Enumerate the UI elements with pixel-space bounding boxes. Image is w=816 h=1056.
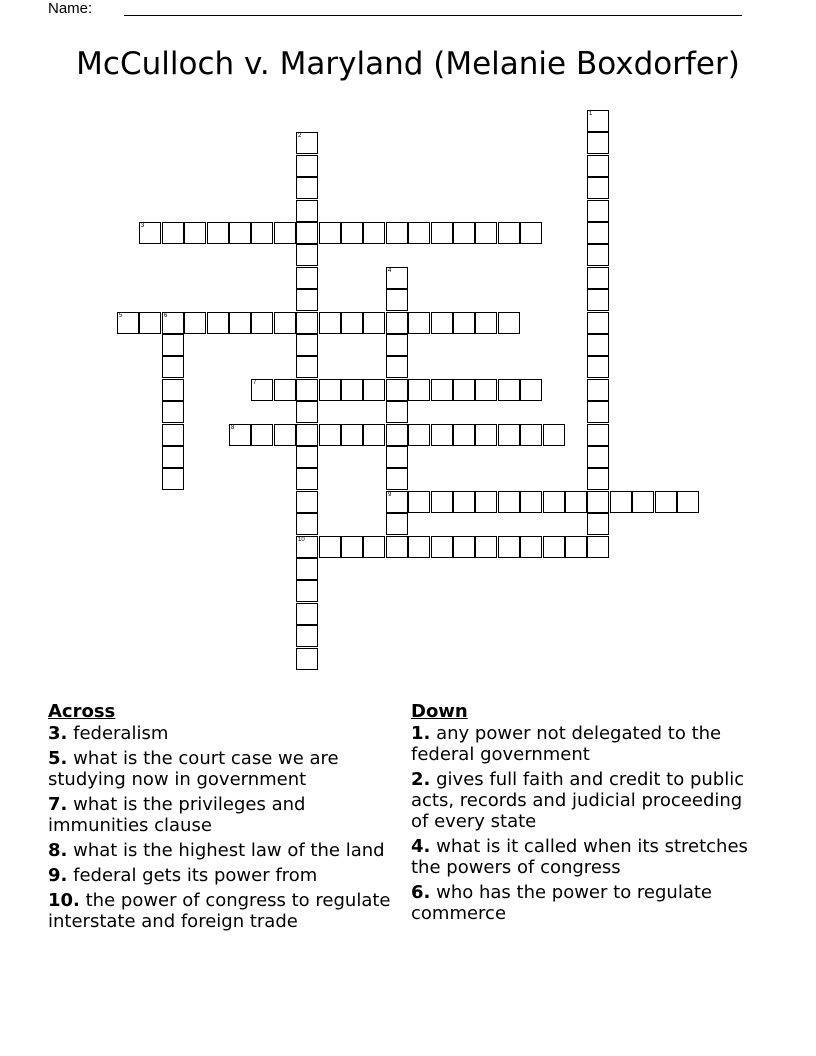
grid-cell[interactable] [587, 110, 609, 132]
grid-cell[interactable] [296, 513, 318, 535]
grid-cell[interactable] [386, 446, 408, 468]
grid-cell[interactable] [587, 200, 609, 222]
grid-cell[interactable] [296, 155, 318, 177]
clue-text: any power not delegated to the federal government [411, 723, 722, 765]
grid-cell[interactable] [520, 424, 542, 446]
grid-cell[interactable] [162, 379, 184, 401]
clue-across-10 [48, 890, 398, 932]
grid-cell[interactable] [296, 536, 318, 558]
grid-cell[interactable] [453, 491, 475, 513]
grid-cell[interactable] [386, 424, 408, 446]
grid-cell[interactable] [498, 222, 520, 244]
grid-cell[interactable] [162, 424, 184, 446]
grid-cell[interactable] [587, 222, 609, 244]
clue-number: 5. [48, 748, 68, 769]
grid-cell[interactable] [296, 177, 318, 199]
clue-text: who has the power to regulate commerce [411, 882, 712, 924]
grid-cell[interactable] [386, 468, 408, 490]
page-title: McCulloch v. Maryland (Melanie Boxdorfer) [76, 46, 740, 82]
clue-text: what is the highest law of the land [73, 840, 385, 861]
grid-cell[interactable] [431, 491, 453, 513]
grid-cell[interactable] [296, 267, 318, 289]
clue-text: what is the court case we are studying now in government [48, 748, 339, 790]
grid-cell[interactable] [431, 536, 453, 558]
grid-cell[interactable] [475, 379, 497, 401]
name-label: Name: [48, 0, 93, 17]
cell-number: 3 [141, 223, 145, 229]
grid-cell[interactable] [162, 312, 184, 334]
clue-number: 6. [411, 882, 431, 903]
grid-cell[interactable] [498, 491, 520, 513]
grid-cell[interactable] [274, 222, 296, 244]
grid-cell[interactable] [162, 446, 184, 468]
grid-cell[interactable] [475, 536, 497, 558]
grid-cell[interactable] [363, 379, 385, 401]
grid-cell[interactable] [386, 334, 408, 356]
clue-text: what is it called when its stretches the powers of congress [411, 836, 748, 878]
grid-cell[interactable] [475, 222, 497, 244]
grid-cell[interactable] [587, 468, 609, 490]
grid-cell[interactable] [543, 424, 565, 446]
grid-cell[interactable] [587, 424, 609, 446]
cell-number: 5 [119, 313, 123, 319]
grid-cell[interactable] [431, 312, 453, 334]
grid-cell[interactable] [610, 491, 632, 513]
grid-cell[interactable] [162, 356, 184, 378]
grid-cell[interactable] [363, 222, 385, 244]
grid-cell[interactable] [319, 424, 341, 446]
cell-number: 8 [231, 425, 235, 431]
clue-down-4 [411, 836, 761, 878]
clue-number: 2. [411, 769, 431, 790]
grid-cell[interactable] [565, 491, 587, 513]
grid-cell[interactable] [296, 401, 318, 423]
grid-cell[interactable] [587, 267, 609, 289]
grid-cell[interactable] [587, 244, 609, 266]
clue-text: what is the privileges and immunities clause [48, 794, 306, 836]
clue-number: 1. [411, 723, 431, 744]
cell-number: 4 [388, 268, 392, 274]
clue-text: gives full faith and credit to public acts, records and judicial proceeding of every state [411, 769, 745, 832]
grid-cell[interactable] [341, 424, 363, 446]
grid-cell[interactable] [431, 424, 453, 446]
grid-cell[interactable] [319, 379, 341, 401]
grid-cell[interactable] [229, 312, 251, 334]
grid-cell[interactable] [587, 401, 609, 423]
grid-cell[interactable] [251, 312, 273, 334]
grid-cell[interactable] [520, 379, 542, 401]
grid-cell[interactable] [274, 312, 296, 334]
grid-cell[interactable] [363, 424, 385, 446]
grid-cell[interactable] [453, 312, 475, 334]
grid-cell[interactable] [296, 312, 318, 334]
grid-cell[interactable] [319, 536, 341, 558]
grid-cell[interactable] [520, 222, 542, 244]
grid-cell[interactable] [408, 536, 430, 558]
clue-number: 9. [48, 865, 68, 886]
grid-cell[interactable] [117, 312, 139, 334]
grid-cell[interactable] [139, 222, 161, 244]
grid-cell[interactable] [296, 603, 318, 625]
grid-cell[interactable] [498, 312, 520, 334]
grid-cell[interactable] [498, 536, 520, 558]
grid-cell[interactable] [363, 536, 385, 558]
grid-cell[interactable] [184, 222, 206, 244]
grid-cell[interactable] [386, 267, 408, 289]
grid-cell[interactable] [587, 177, 609, 199]
across-clues [48, 701, 398, 936]
grid-cell[interactable] [543, 536, 565, 558]
clue-down-1 [411, 723, 761, 765]
grid-cell[interactable] [386, 491, 408, 513]
grid-cell[interactable] [587, 132, 609, 154]
grid-cell[interactable] [184, 312, 206, 334]
grid-cell[interactable] [296, 132, 318, 154]
clue-number: 3. [48, 723, 68, 744]
clue-down-2 [411, 769, 761, 832]
grid-cell[interactable] [498, 379, 520, 401]
grid-cell[interactable] [341, 312, 363, 334]
grid-cell[interactable] [587, 491, 609, 513]
grid-cell[interactable] [453, 536, 475, 558]
grid-cell[interactable] [296, 648, 318, 670]
cell-number: 7 [253, 380, 257, 386]
clue-down-6 [411, 882, 761, 924]
grid-cell[interactable] [475, 312, 497, 334]
across-heading: Across [48, 701, 116, 722]
cell-number: 2 [298, 133, 302, 139]
cell-number: 9 [388, 492, 392, 498]
grid-cell[interactable] [587, 155, 609, 177]
grid-cell[interactable] [319, 222, 341, 244]
grid-cell[interactable] [386, 289, 408, 311]
grid-cell[interactable] [475, 424, 497, 446]
grid-cell[interactable] [587, 312, 609, 334]
grid-cell[interactable] [296, 200, 318, 222]
clue-across-3 [48, 723, 398, 744]
grid-cell[interactable] [386, 379, 408, 401]
grid-cell[interactable] [251, 379, 273, 401]
clue-number: 7. [48, 794, 68, 815]
grid-cell[interactable] [229, 424, 251, 446]
grid-cell[interactable] [162, 222, 184, 244]
grid-cell[interactable] [587, 356, 609, 378]
grid-cell[interactable] [453, 222, 475, 244]
clue-across-9 [48, 865, 398, 886]
grid-cell[interactable] [162, 334, 184, 356]
grid-cell[interactable] [587, 289, 609, 311]
grid-cell[interactable] [296, 491, 318, 513]
clue-across-7 [48, 794, 398, 836]
grid-cell[interactable] [386, 513, 408, 535]
grid-cell[interactable] [296, 446, 318, 468]
grid-cell[interactable] [587, 513, 609, 535]
clue-across-5 [48, 748, 398, 790]
grid-cell[interactable] [162, 401, 184, 423]
grid-cell[interactable] [296, 580, 318, 602]
grid-cell[interactable] [341, 379, 363, 401]
grid-cell[interactable] [363, 312, 385, 334]
grid-cell[interactable] [453, 424, 475, 446]
clue-across-8 [48, 840, 398, 861]
clue-number: 8. [48, 840, 68, 861]
grid-cell[interactable] [341, 536, 363, 558]
grid-cell[interactable] [677, 491, 699, 513]
grid-cell[interactable] [453, 379, 475, 401]
cell-number: 1 [589, 111, 593, 117]
grid-cell[interactable] [162, 468, 184, 490]
grid-cell[interactable] [274, 379, 296, 401]
grid-cell[interactable] [565, 536, 587, 558]
grid-cell[interactable] [475, 491, 497, 513]
grid-cell[interactable] [408, 379, 430, 401]
clue-text: the power of congress to regulate interstate and foreign trade [48, 890, 391, 932]
grid-cell[interactable] [520, 491, 542, 513]
grid-cell[interactable] [207, 222, 229, 244]
grid-cell[interactable] [296, 289, 318, 311]
grid-cell[interactable] [386, 356, 408, 378]
grid-cell[interactable] [431, 222, 453, 244]
grid-cell[interactable] [386, 536, 408, 558]
grid-cell[interactable] [251, 424, 273, 446]
grid-cell[interactable] [632, 491, 654, 513]
grid-cell[interactable] [655, 491, 677, 513]
grid-cell[interactable] [587, 536, 609, 558]
grid-cell[interactable] [543, 491, 565, 513]
grid-cell[interactable] [431, 379, 453, 401]
grid-cell[interactable] [386, 312, 408, 334]
grid-cell[interactable] [296, 558, 318, 580]
clue-text: federalism [73, 723, 169, 744]
grid-cell[interactable] [319, 312, 341, 334]
grid-cell[interactable] [498, 424, 520, 446]
grid-cell[interactable] [386, 222, 408, 244]
grid-cell[interactable] [341, 222, 363, 244]
grid-cell[interactable] [296, 468, 318, 490]
grid-cell[interactable] [296, 379, 318, 401]
grid-cell[interactable] [296, 356, 318, 378]
grid-cell[interactable] [274, 424, 296, 446]
grid-cell[interactable] [296, 334, 318, 356]
grid-cell[interactable] [587, 379, 609, 401]
grid-cell[interactable] [386, 401, 408, 423]
grid-cell[interactable] [408, 424, 430, 446]
grid-cell[interactable] [587, 446, 609, 468]
grid-cell[interactable] [296, 424, 318, 446]
clue-number: 10. [48, 890, 80, 911]
grid-cell[interactable] [296, 625, 318, 647]
cell-number: 6 [164, 313, 168, 319]
grid-cell[interactable] [296, 222, 318, 244]
grid-cell[interactable] [520, 536, 542, 558]
grid-cell[interactable] [251, 222, 273, 244]
cell-number: 10 [298, 537, 305, 543]
grid-cell[interactable] [139, 312, 161, 334]
grid-cell[interactable] [408, 491, 430, 513]
grid-cell[interactable] [408, 222, 430, 244]
grid-cell[interactable] [408, 312, 430, 334]
grid-cell[interactable] [207, 312, 229, 334]
grid-cell[interactable] [296, 244, 318, 266]
clue-text: federal gets its power from [73, 865, 318, 886]
down-clues [411, 701, 761, 928]
grid-cell[interactable] [587, 334, 609, 356]
clue-number: 4. [411, 836, 431, 857]
grid-cell[interactable] [229, 222, 251, 244]
down-heading: Down [411, 701, 468, 722]
